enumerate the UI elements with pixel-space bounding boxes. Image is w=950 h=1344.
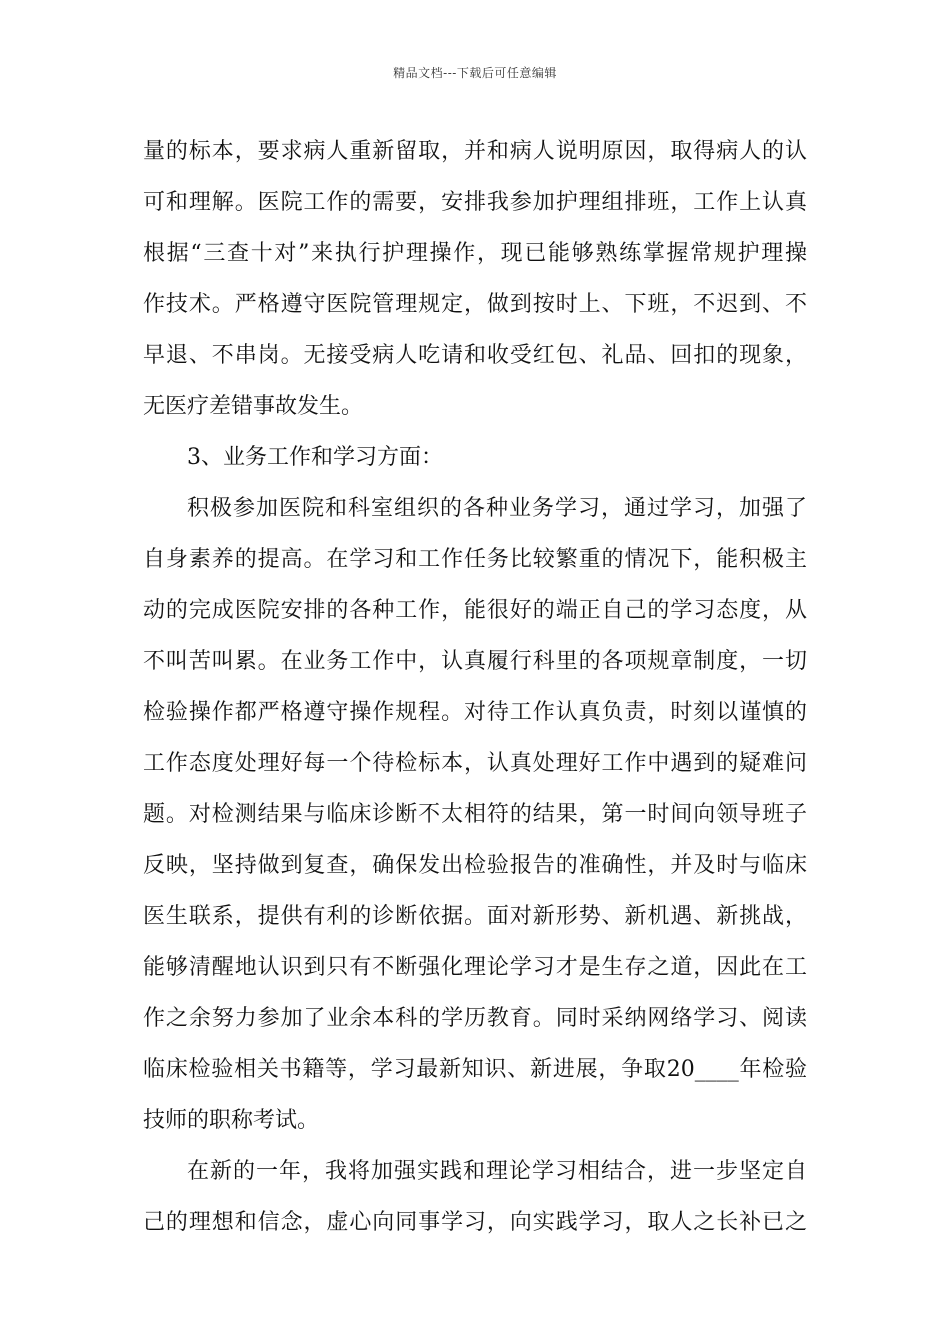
text-line: 根据“三查十对”来执行护理操作，现已能够熟练掌握常规护理操 [143,241,807,266]
text-line: 无医疗差错事故发生。 [143,394,364,419]
text-line: 临床检验相关书籍等，学习最新知识、新进展，争取20____年检验 [143,1057,807,1082]
text-line: 作之余努力参加了业余本科的学历教育。同时采纳网络学习、阅读 [143,1006,807,1031]
text-line: 量的标本，要求病人重新留取，并和病人说明原因，取得病人的认 [143,139,807,164]
document-body [143,126,807,1248]
text-line: 医生联系，提供有利的诊断依据。面对新形势、新机遇、新挑战， [143,904,807,929]
text-line: 在新的一年，我将加强实践和理论学习相结合，进一步坚定自 [187,1159,807,1184]
text-line: 自身素养的提高。在学习和工作任务比较繁重的情况下，能积极主 [143,547,807,572]
text-line: 早退、不串岗。无接受病人吃请和收受红包、礼品、回扣的现象， [143,343,807,368]
text-line: 反映，坚持做到复查，确保发出检验报告的准确性，并及时与临床 [143,853,807,878]
text-line: 动的完成医院安排的各种工作，能很好的端正自己的学习态度，从 [143,598,807,623]
section-heading: 3、业务工作和学习方面： [187,445,443,470]
text-line: 积极参加医院和科室组织的各种业务学习，通过学习，加强了 [187,496,807,521]
text-line: 技师的职称考试。 [143,1108,320,1133]
text-line: 可和理解。医院工作的需要，安排我参加护理组排班，工作上认真 [143,190,807,215]
page-header: 精品文档---下载后可任意编辑 [393,66,557,80]
text-line: 己的理想和信念，虚心向同事学习，向实践学习，取人之长补已之 [143,1210,807,1235]
text-line: 题。对检测结果与临床诊断不太相符的结果，第一时间向领导班子 [143,802,807,827]
text-line: 不叫苦叫累。在业务工作中，认真履行科里的各项规章制度，一切 [143,649,807,674]
text-line: 工作态度处理好每一个待检标本，认真处理好工作中遇到的疑难问 [143,751,807,776]
text-line: 能够清醒地认识到只有不断强化理论学习才是生存之道，因此在工 [143,955,807,980]
text-line: 作技术。严格遵守医院管理规定，做到按时上、下班，不迟到、不 [143,292,807,317]
text-line: 检验操作都严格遵守操作规程。对待工作认真负责，时刻以谨慎的 [143,700,807,725]
